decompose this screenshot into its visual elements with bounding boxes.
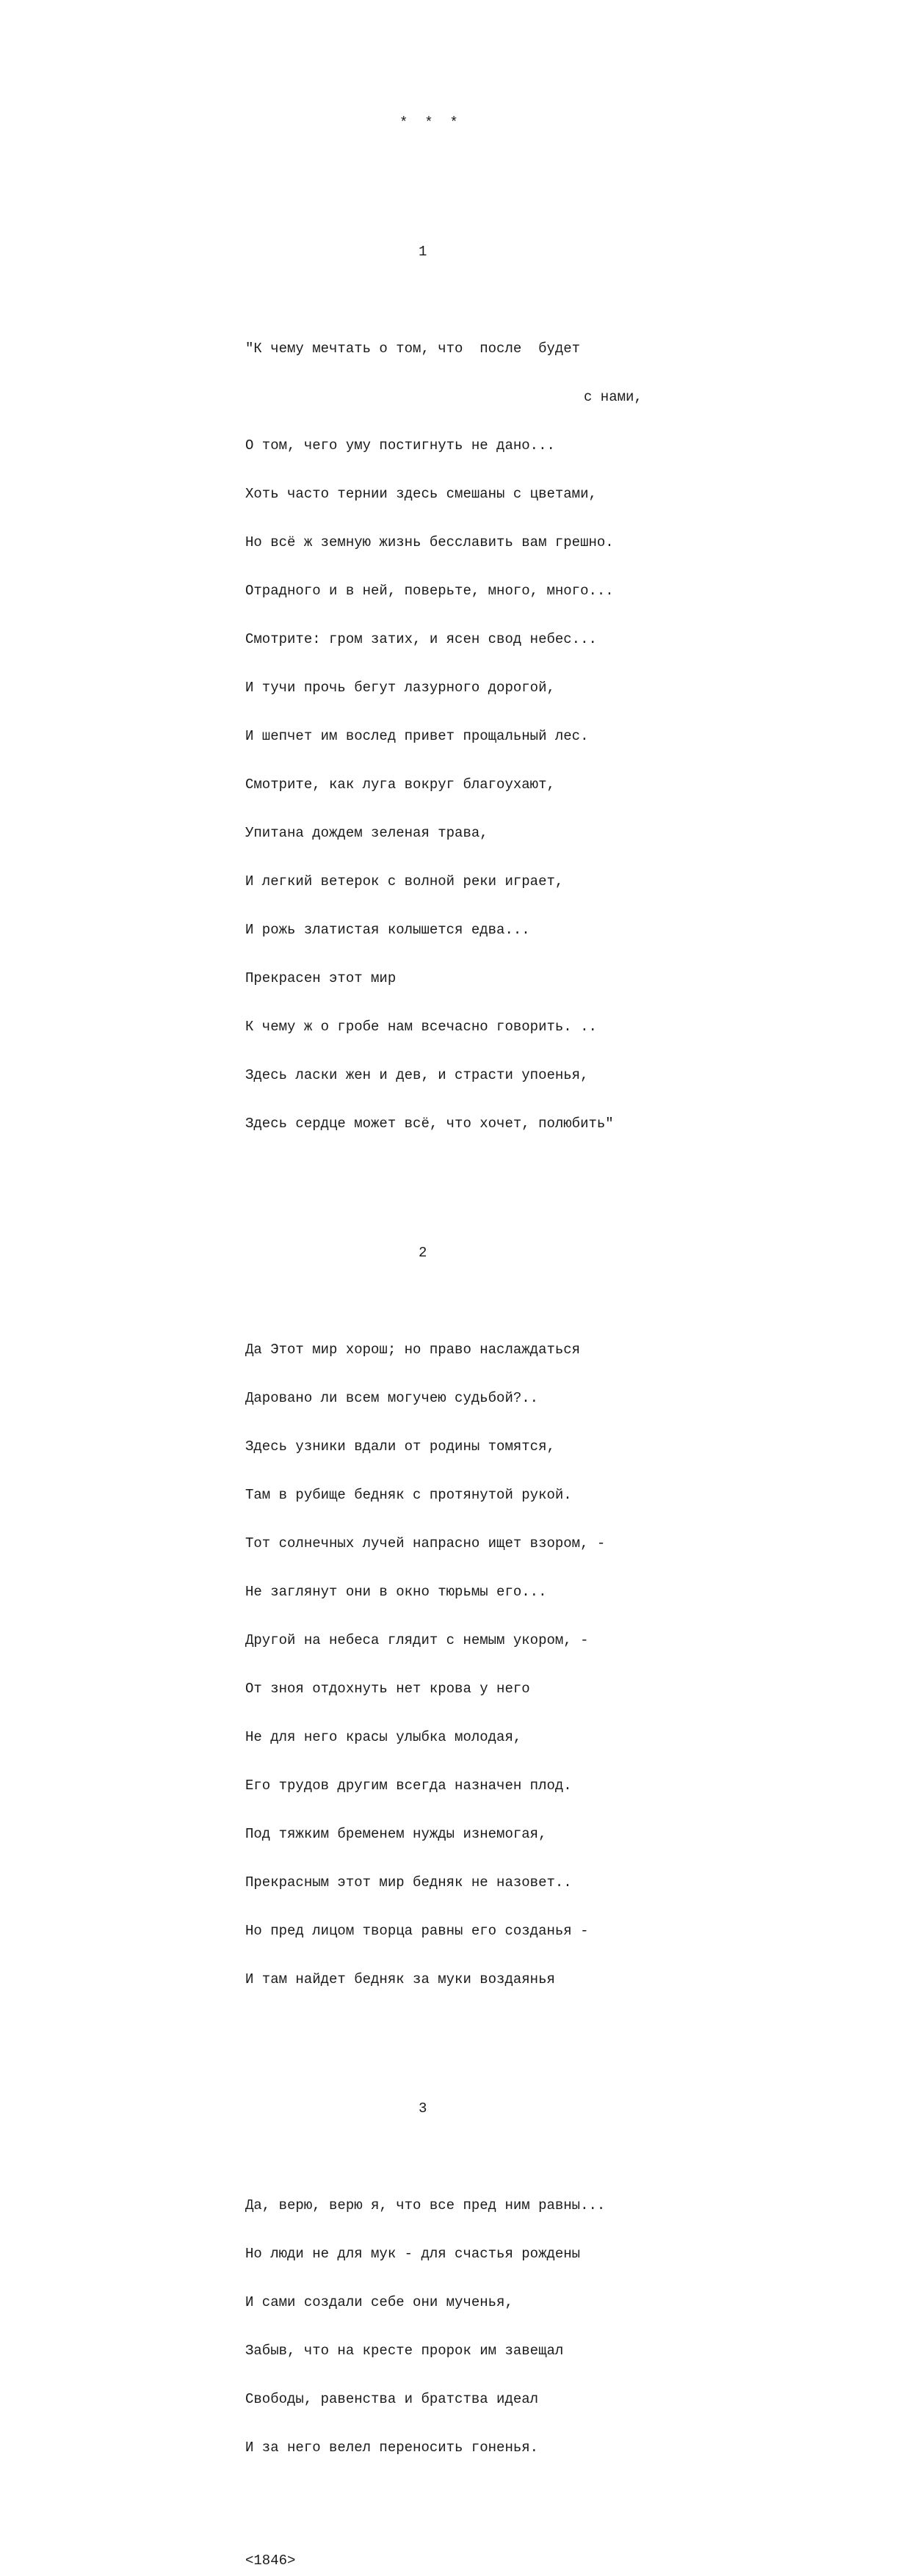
poem-line: Не для него красы улыбка молодая,	[245, 1729, 522, 1745]
poem-line: Смотрите, как луга вокруг благоухают,	[245, 776, 555, 793]
poem-line: И там найдет бедняк за муки воздаянья	[245, 1971, 555, 1987]
poem-line: Под тяжким бременем нужды изнемогая,	[245, 1826, 547, 1842]
poem-line: Прекрасным этот мир бедняк не назовет..	[245, 1874, 572, 1891]
poem-line: И тучи прочь бегут лазурного дорогой,	[245, 680, 555, 696]
poem-line: "К чему мечтать о том, что после будет	[245, 341, 581, 357]
poem-line: Тот солнечных лучей напрасно ищет взором, -	[245, 1535, 606, 1551]
poem-line: Да Этот мир хорош; но право наслаждаться	[245, 1342, 581, 1358]
poem-line: Здесь сердце может всё, что хочет, полюбить"	[245, 1116, 614, 1132]
poem-date: <1846>	[245, 2553, 296, 2569]
poem-line: Упитана дождем зеленая трава,	[245, 825, 488, 841]
poem-line-continuation: с нами,	[584, 389, 643, 405]
poem-line: Здесь ласки жен и дев, и страсти упоенья,	[245, 1067, 589, 1083]
ornament-asterisks: * * *	[399, 114, 458, 131]
poem-line: Здесь узники вдали от родины томятся,	[245, 1438, 555, 1455]
poem-line: Прекрасен этот мир	[245, 970, 397, 986]
poem-line: Да, верю, верю я, что все пред ним равны...	[245, 2197, 606, 2213]
poem-line: Даровано ли всем могучею судьбой?..	[245, 1390, 539, 1406]
poem-line: И рожь златистая колышется едва...	[245, 922, 530, 938]
poem-line: Но люди не для мук - для счастья рождены	[245, 2246, 581, 2262]
poem-line: Но пред лицом творца равны его созданья -	[245, 1923, 589, 1939]
poem-line: Не заглянут они в окно тюрьмы его...	[245, 1584, 547, 1600]
poem-line: И за него велел переносить гоненья.	[245, 2439, 539, 2456]
poem-line: Но всё ж земную жизнь бесславить вам грешно.	[245, 534, 614, 550]
poem-line: Там в рубище бедняк с протянутой рукой.	[245, 1487, 572, 1503]
section-number: 2	[419, 1245, 427, 1261]
poem-line: Забыв, что на кресте пророк им завещал	[245, 2343, 564, 2359]
section-number: 3	[419, 2100, 427, 2117]
poem-line: Его трудов другим всегда назначен плод.	[245, 1778, 572, 1794]
poem-line: И сами создали себе они мученья,	[245, 2294, 513, 2310]
poem-line: И шепчет им вослед привет прощальный лес.	[245, 728, 589, 744]
poem-line: От зноя отдохнуть нет крова у него	[245, 1681, 530, 1697]
poem-line: Отрадного и в ней, поверьте, много, много...	[245, 583, 614, 599]
poem-line: Смотрите: гром затих, и ясен свод небес...	[245, 631, 597, 647]
poem-line: Хоть часто тернии здесь смешаны с цветами,	[245, 486, 597, 502]
poem-body	[245, 82, 701, 2576]
poem-line: О том, чего уму постигнуть не дано...	[245, 437, 555, 454]
poem-line: И легкий ветерок с волной реки играет,	[245, 873, 564, 889]
poem-line: Свободы, равенства и братства идеал	[245, 2391, 539, 2407]
section-number: 1	[419, 244, 427, 260]
poem-line: К чему ж о гробе нам всечасно говорить. ..	[245, 1019, 597, 1035]
poem-line: Другой на небеса глядит с немым укором, -	[245, 1632, 589, 1648]
